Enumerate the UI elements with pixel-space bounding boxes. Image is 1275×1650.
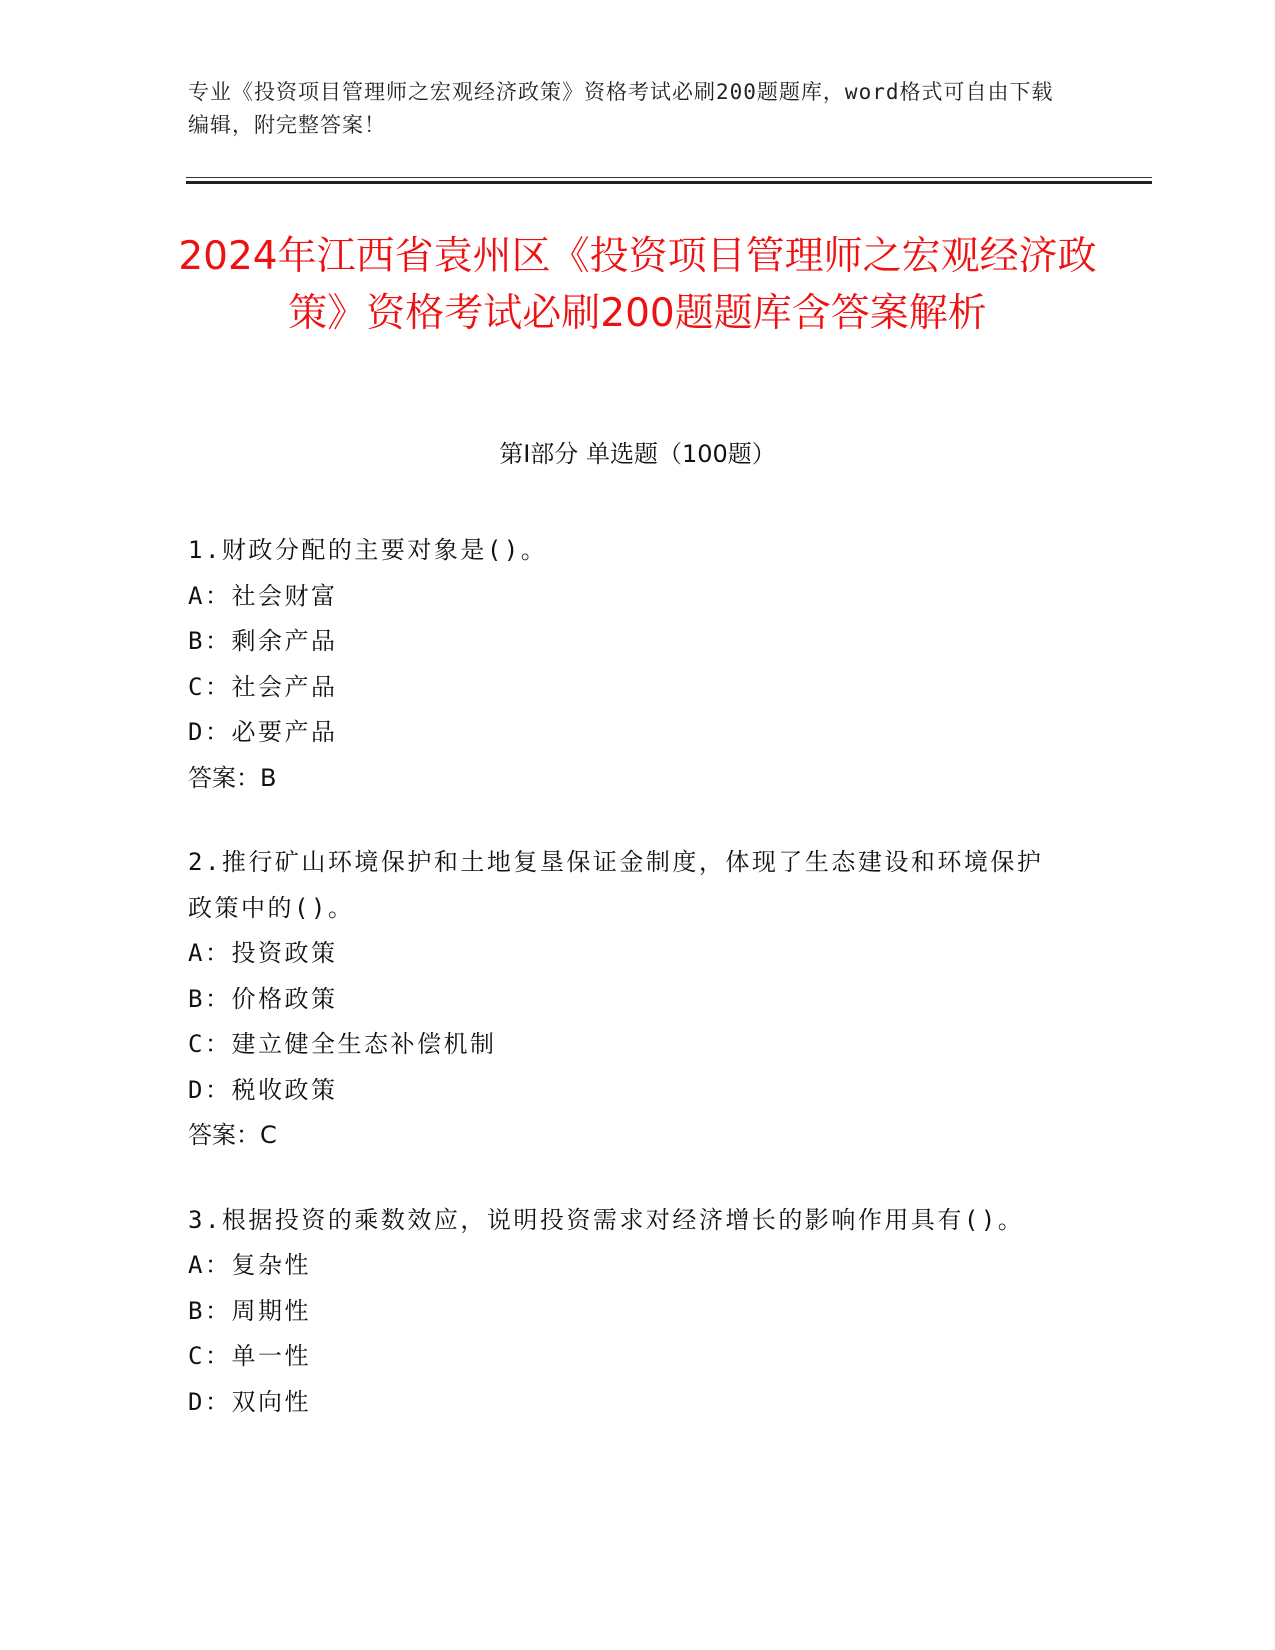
option-c: C：建立健全生态补偿机制 (188, 1030, 497, 1058)
header-divider-thin (186, 177, 1152, 178)
document-title: 2024年江西省袁州区《投资项目管理师之宏观经济政策》资格考试必刷200题题库含答案解析 (178, 234, 1097, 336)
question-3 (188, 1198, 1068, 1426)
option-b: B：价格政策 (188, 984, 338, 1013)
option-d: D：税收政策 (188, 1075, 338, 1104)
option-c: C：单一性 (188, 1342, 311, 1370)
option-a: A：复杂性 (188, 1251, 311, 1279)
question-list (188, 528, 1068, 1464)
option-b: B：剩余产品 (188, 627, 338, 655)
option-a: A：社会财富 (188, 581, 338, 610)
header-divider-thick (186, 181, 1152, 184)
answer-line: 答案：C (188, 1121, 277, 1149)
answer-line: 答案：B (188, 763, 277, 792)
question-1 (188, 528, 1068, 801)
question-stem: 1.财政分配的主要对象是()。 (188, 536, 548, 564)
question-stem: 2.推行矿山环境保护和土地复垦保证金制度，体现了生态建设和环境保护政策中的()。 (188, 848, 1044, 922)
option-d: D：双向性 (188, 1387, 311, 1416)
question-stem: 3.根据投资的乘数效应，说明投资需求对经济增长的影响作用具有()。 (188, 1205, 1025, 1234)
option-d: D：必要产品 (188, 718, 338, 746)
option-a: A：投资政策 (188, 939, 338, 967)
question-2 (188, 840, 1068, 1159)
header-note: 专业《投资项目管理师之宏观经济政策》资格考试必刷200题题库，word格式可自由下载编辑，附完整答案！ (188, 80, 1054, 137)
option-b: B：周期性 (188, 1296, 311, 1325)
section-heading: 第Ⅰ部分 单选题（100题） (499, 440, 776, 468)
option-c: C：社会产品 (188, 672, 338, 701)
